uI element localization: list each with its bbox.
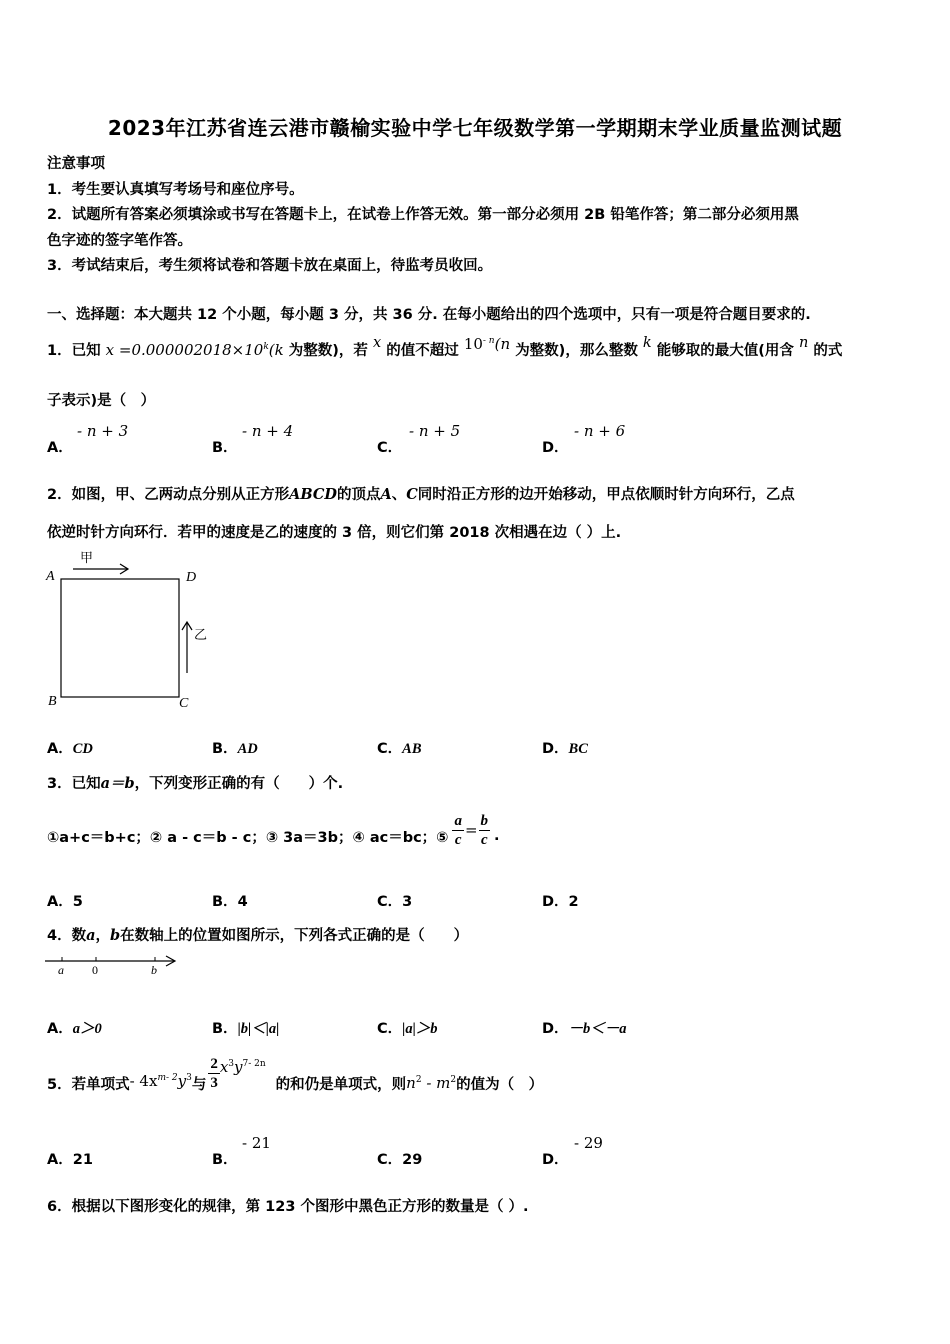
q1-formula: $x =0.000002018\times 10^k(k$: [105, 341, 284, 359]
vertex-label-c: C: [179, 696, 189, 711]
q1-option-b[interactable]: B．: [212, 440, 238, 456]
question-3-stem: 3．已知a＝b，下列变形正确的有（ ）个.: [47, 775, 344, 792]
q4-option-c[interactable]: C．|a|＞b: [377, 1021, 438, 1037]
q5-option-a[interactable]: A．21: [47, 1152, 93, 1168]
q5-option-b[interactable]: B．: [212, 1152, 238, 1168]
question-4-stem: 4．数a，b在数轴上的位置如图所示，下列各式正确的是（ ）: [47, 927, 469, 944]
q5-option-c[interactable]: C．29: [377, 1152, 423, 1168]
section-heading: 一、选择题：本大题共 12 个小题，每小题 3 分，共 36 分. 在每小题给出的四个选项中，只有一项是符合题目要求的.: [47, 307, 811, 323]
q2-option-d[interactable]: D．BC: [542, 741, 588, 757]
notice-heading: 注意事项: [47, 156, 105, 172]
q3-option-b[interactable]: B．4: [212, 894, 248, 910]
q1-option-b-value: - n + 4: [242, 422, 294, 440]
q3-fraction-a-over-c: $\frac{a}{c}$: [454, 812, 462, 848]
axis-label-0: 0: [92, 963, 98, 977]
q5-monomial-1: - $4x^{m- 2}y^3$: [129, 1072, 192, 1090]
notice-item: 3．考试结束后，考生须将试卷和答题卡放在桌面上，待监考员收回。: [47, 258, 493, 274]
notice-item: 1．考生要认真填写考场号和座位序号。: [47, 182, 304, 198]
question-1-stem: [47, 332, 842, 366]
q1-text: 能够取的最大值(用含: [656, 343, 794, 359]
notice-item: 2．试题所有答案必须填涂或书写在答题卡上，在试卷上作答无效。第一部分必须用 2B 铅笔作答；第二部分必须用黑: [47, 207, 799, 223]
jia-label: 甲: [80, 551, 94, 566]
notice-item: 色字迹的签字笔作答。: [47, 233, 192, 249]
q5-fraction-2-3: $\frac{2}{3}$: [210, 1055, 218, 1091]
axis-label-b: b: [151, 963, 157, 977]
square-abcd: [61, 579, 179, 697]
q2-option-c[interactable]: C．AB: [377, 741, 422, 757]
question-1-stem-cont: 子表示)是（ ）: [47, 393, 156, 409]
q5-monomial-2: $x^3y^{7- 2n}$: [219, 1058, 266, 1076]
question-2-stem-cont: 依逆时针方向环行．若甲的速度是乙的速度的 3 倍，则它们第 2018 次相遇在边（ ）上.: [47, 525, 622, 541]
page-title: 2023年江苏省连云港市赣榆实验中学七年级数学第一学期期末学业质量监测试题: [107, 116, 843, 140]
q1-formula-2: $10^{- n}(n$: [463, 335, 511, 353]
question-2-stem: 2．如图，甲、乙两动点分别从正方形ABCD的顶点A、C同时沿正方形的边开始移动，甲点依顺时针方向环行，乙点: [47, 486, 795, 503]
question-3-items: ①a+c＝b+c；② a - c＝b - c；③ 3a＝3b；④ ac＝bc；⑤ $\frac{a}{c}$ = $\frac{b}{c}$ .: [47, 812, 500, 848]
question-5-stem: 5．若单项式 - $4x^{m- 2}y^3$ 与 $\frac{2}{3}$ $x^3y^{7- 2n}$ 的和仍是单项式，则 $n^2 - m^2$ 的值为（ ）: [47, 1055, 544, 1093]
q2-option-b[interactable]: B．AD: [212, 741, 258, 757]
q1-option-c[interactable]: C．: [377, 440, 403, 456]
q4-option-a[interactable]: A．a＞0: [47, 1021, 102, 1037]
q5-expression: $n^2 - m^2$: [406, 1074, 457, 1092]
q1-option-a[interactable]: A．: [47, 440, 73, 456]
q1-option-a-value: - n + 3: [77, 422, 129, 440]
vertex-label-b: B: [48, 694, 57, 709]
number-line: [42, 950, 187, 980]
q1-text: 的式: [813, 343, 843, 359]
q1-text: 1．已知: [47, 343, 101, 359]
vertex-label-d: D: [186, 570, 197, 585]
q1-option-d-value: - n + 6: [574, 422, 626, 440]
q1-var-n: n: [798, 335, 809, 351]
q1-var-k: k: [642, 335, 652, 351]
axis-label-a: a: [58, 963, 64, 977]
q3-fraction-b-over-c: $\frac{b}{c}$: [480, 812, 489, 848]
q1-option-d[interactable]: D．: [542, 440, 569, 456]
q3-option-a[interactable]: A．5: [47, 894, 83, 910]
q4-option-d[interactable]: D．－b＜－a: [542, 1021, 627, 1037]
q5-option-d-value: - 29: [574, 1134, 603, 1152]
q3-option-c[interactable]: C．3: [377, 894, 413, 910]
q5-option-d[interactable]: D．: [542, 1152, 569, 1168]
q1-text: 为整数)，那么整数: [515, 343, 638, 359]
question-6-stem: 6．根据以下图形变化的规律，第 123 个图形中黑色正方形的数量是（ ）.: [47, 1199, 529, 1215]
q4-option-b[interactable]: B．|b|＜|a|: [212, 1021, 280, 1037]
q3-option-d[interactable]: D．2: [542, 894, 579, 910]
vertex-label-a: A: [46, 569, 55, 584]
q1-text: 的值不超过: [386, 343, 459, 359]
q1-option-c-value: - n + 5: [409, 422, 461, 440]
q5-option-b-value: - 21: [242, 1134, 271, 1152]
yi-label: 乙: [194, 628, 208, 643]
square-figure: [40, 548, 230, 718]
q1-var-x: x: [373, 335, 382, 351]
q2-option-a[interactable]: A．CD: [47, 741, 93, 757]
q1-text: 为整数)，若: [288, 343, 368, 359]
